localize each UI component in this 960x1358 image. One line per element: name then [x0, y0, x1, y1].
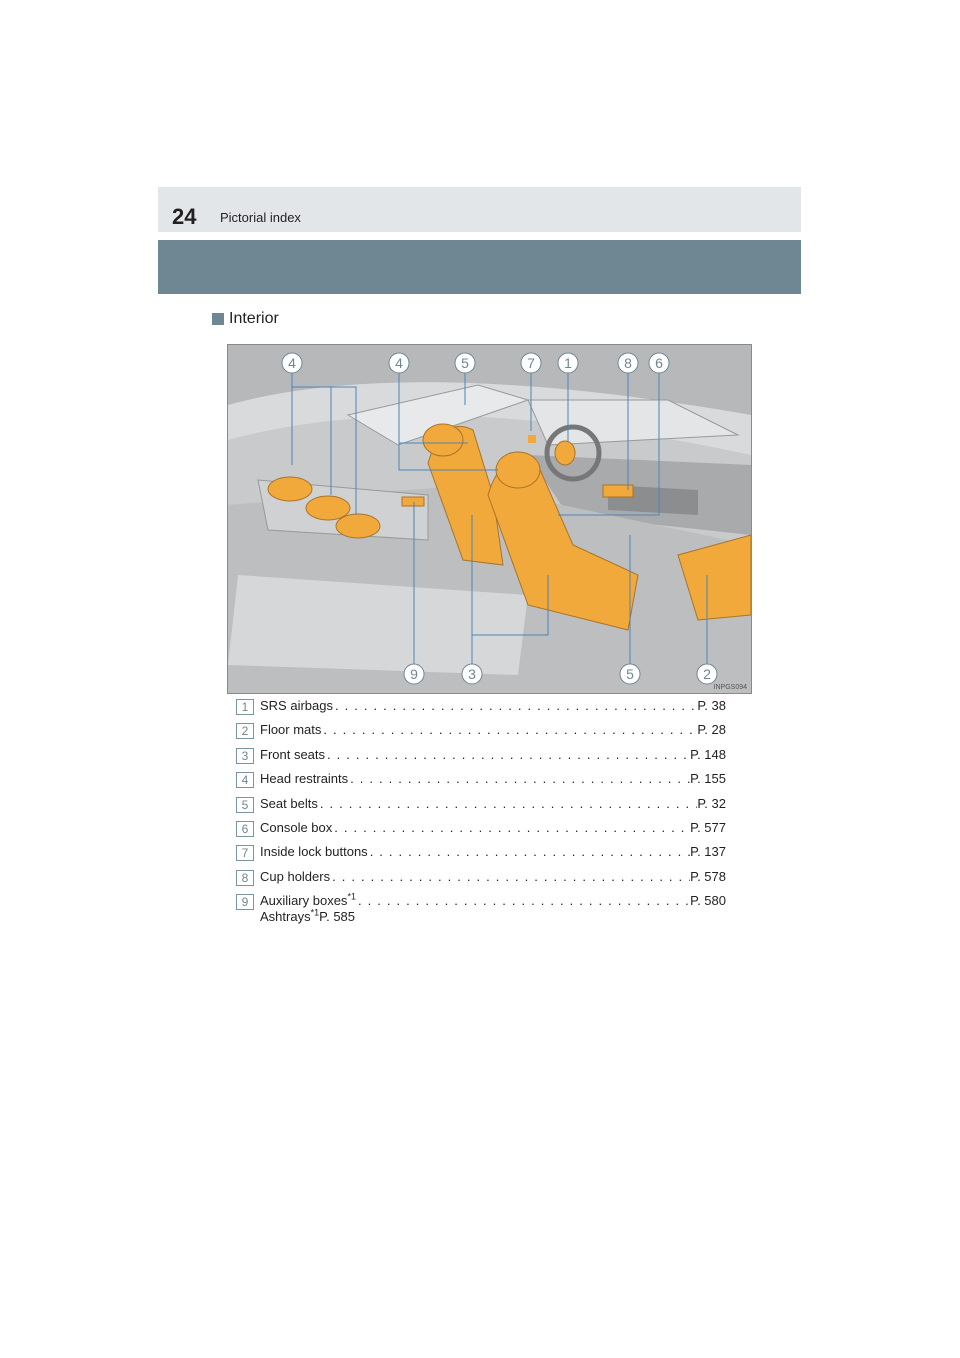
list-item	[236, 744, 726, 768]
page-ref-link[interactable]: P. 28	[697, 722, 726, 738]
section-band	[158, 240, 801, 294]
list-item	[236, 866, 726, 890]
list-item	[236, 768, 726, 792]
page-ref-link[interactable]: P. 137	[690, 844, 726, 860]
item-label: Console box	[260, 819, 333, 835]
leader-dots	[330, 866, 690, 888]
footnote-mark-2: *1	[310, 907, 320, 918]
list-item	[236, 695, 726, 719]
list-item	[236, 841, 726, 865]
page-ref-link[interactable]: P. 155	[690, 771, 726, 787]
callout-7: 7	[527, 355, 535, 371]
page-number: 24	[172, 204, 197, 229]
section-title: Pictorial index	[220, 210, 301, 225]
callouts-bottom	[404, 664, 717, 684]
list-item	[236, 817, 726, 841]
callout-4a: 4	[288, 355, 296, 371]
item-number: 5	[236, 797, 254, 813]
list-item	[236, 793, 726, 817]
item-number: 3	[236, 748, 254, 764]
item-label: Head restraints	[260, 771, 349, 787]
callout-5b: 5	[626, 666, 634, 682]
page-ref-link[interactable]: P. 32	[697, 795, 726, 811]
leader-dots	[332, 817, 690, 839]
callout-3: 3	[468, 666, 476, 682]
figure-code: INPGS094	[713, 684, 747, 691]
item-number: 9	[236, 894, 254, 910]
item-number: 2	[236, 723, 254, 739]
item-number: 8	[236, 870, 254, 886]
page-ref-link-2[interactable]: P. 585	[319, 909, 356, 925]
leader-dots	[333, 695, 697, 717]
square-bullet-icon	[212, 313, 224, 325]
page-ref-link[interactable]: P. 580	[690, 893, 726, 909]
page-ref-link[interactable]: P. 578	[690, 868, 726, 884]
item-label-2	[260, 906, 319, 928]
callout-9: 9	[410, 666, 418, 682]
item-list	[236, 695, 726, 930]
item-label: Floor mats	[260, 722, 322, 738]
subheading-text: Interior	[229, 310, 279, 327]
page-ref-link[interactable]: P. 577	[690, 819, 726, 835]
list-item	[236, 890, 726, 930]
callout-4b: 4	[395, 355, 403, 371]
leader-dots	[368, 841, 690, 863]
callouts-top	[282, 353, 669, 373]
item-label: Seat belts	[260, 795, 318, 811]
callout-2: 2	[703, 666, 711, 682]
item-label: Inside lock buttons	[260, 844, 368, 860]
leader-dots	[325, 744, 690, 766]
item-number: 1	[236, 699, 254, 715]
item-label-text: Auxiliary boxes	[260, 893, 348, 909]
leader-dots	[321, 719, 697, 741]
item-number: 7	[236, 845, 254, 861]
callout-1: 1	[564, 355, 572, 371]
subheading	[212, 310, 279, 328]
item-label: Front seats	[260, 746, 326, 762]
item-label-2-text: Ashtrays	[260, 909, 311, 925]
page-ref-link[interactable]: P. 38	[697, 698, 726, 713]
item-number: 6	[236, 821, 254, 837]
callout-layer	[228, 345, 751, 693]
interior-illustration	[227, 344, 752, 694]
item-label: SRS airbags	[260, 698, 333, 713]
callout-6: 6	[655, 355, 663, 371]
page-ref-link[interactable]: P. 148	[690, 746, 726, 762]
item-label: Cup holders	[260, 868, 331, 884]
leader-dots	[318, 793, 697, 815]
item-number: 4	[236, 772, 254, 788]
list-item	[236, 719, 726, 743]
callout-8: 8	[624, 355, 632, 371]
footnote-mark: *1	[347, 891, 356, 902]
leader-dots	[348, 768, 690, 790]
callout-5a: 5	[461, 355, 469, 371]
